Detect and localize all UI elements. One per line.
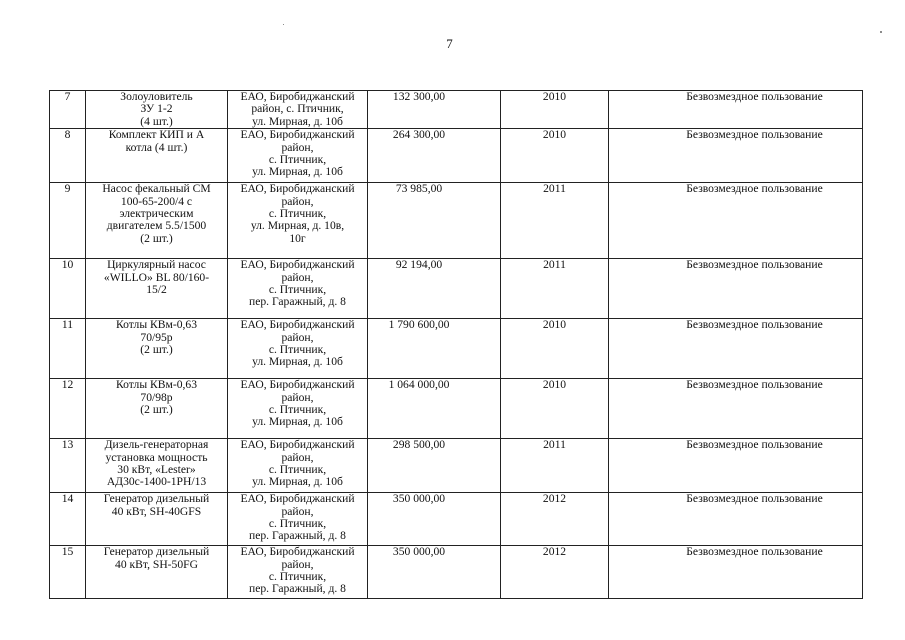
address-line: район,: [281, 194, 314, 208]
asset-address: [228, 91, 368, 129]
asset-right: Безвозмездное пользование: [609, 493, 863, 546]
asset-name: [86, 183, 228, 259]
asset-year: 2012: [501, 493, 609, 546]
asset-year: 2010: [501, 129, 609, 183]
table-row: [50, 259, 863, 319]
asset-year: 2010: [501, 91, 609, 129]
asset-right: Безвозмездное пользование: [609, 183, 863, 259]
asset-name-line: 40 кВт, SH-50FG: [115, 557, 198, 571]
address-line: ЕАО, Биробиджанский: [240, 182, 355, 196]
asset-name-line: Котлы КВм-0,63: [115, 378, 197, 392]
address-line: район,: [281, 330, 314, 344]
address-line: ул. Мирная, д. 10б: [252, 415, 343, 429]
address-line: ЕАО, Биробиджанский: [240, 545, 355, 559]
address-line: с. Птичник,: [268, 463, 327, 477]
asset-name: [86, 439, 228, 493]
asset-name-line: 100-65-200/4 с: [120, 194, 193, 208]
asset-right: Безвозмездное пользование: [609, 129, 863, 183]
address-line: ЕАО, Биробиджанский: [240, 318, 355, 332]
asset-name-line: АД30с-1400-1РН/13: [106, 475, 207, 489]
asset-cost: 1 790 600,00: [368, 319, 501, 379]
asset-name: [86, 546, 228, 599]
table-row: [50, 183, 863, 259]
address-line: пер. Гаражный, д. 8: [249, 582, 346, 596]
page-number: [0, 36, 905, 52]
row-number: 12: [50, 379, 86, 439]
address-line: ул. Мирная, д. 10в,: [250, 219, 345, 233]
asset-name-line: (2 шт.): [140, 403, 173, 417]
asset-address: [228, 319, 368, 379]
asset-name-line: 70/95р: [140, 330, 173, 344]
address-line: ул. Мирная, д. 10б: [252, 114, 343, 128]
asset-name: [86, 129, 228, 183]
asset-cost: 1 064 000,00: [368, 379, 501, 439]
table-row: [50, 319, 863, 379]
asset-name: [86, 379, 228, 439]
asset-name-line: двигателем 5.5/1500: [106, 219, 207, 233]
asset-cost: 132 300,00: [368, 91, 501, 129]
asset-table: [49, 90, 863, 599]
page-number-text: 7: [446, 36, 453, 51]
asset-name-line: Комплект КИП и А: [108, 128, 205, 142]
address-line: пер. Гаражный, д. 8: [249, 529, 346, 543]
asset-name: [86, 259, 228, 319]
address-line: с. Птичник,: [268, 283, 327, 297]
table-row: [50, 91, 863, 129]
asset-address: [228, 493, 368, 546]
asset-name-line: 40 кВт, SH-40GFS: [111, 504, 202, 518]
asset-cost: 350 000,00: [368, 546, 501, 599]
asset-address: [228, 259, 368, 319]
asset-name-line: «WILLO» BL 80/160-: [103, 270, 210, 284]
address-line: с. Птичник,: [268, 403, 327, 417]
address-line: пер. Гаражный, д. 8: [249, 295, 346, 309]
address-line: район,: [281, 557, 314, 571]
address-line: район,: [281, 504, 314, 518]
address-line: ул. Мирная, д. 10б: [252, 475, 343, 489]
address-line: ЕАО, Биробиджанский: [240, 438, 355, 452]
address-line: район, с. Птичник,: [251, 102, 344, 116]
asset-name-line: Генератор дизельный: [103, 545, 210, 559]
asset-cost: 92 194,00: [368, 259, 501, 319]
asset-address: [228, 546, 368, 599]
asset-address: [228, 439, 368, 493]
row-number: 8: [50, 129, 86, 183]
asset-right: Безвозмездное пользование: [609, 259, 863, 319]
address-line: ЕАО, Биробиджанский: [240, 258, 355, 272]
asset-name: [86, 319, 228, 379]
row-number: 7: [50, 91, 86, 129]
asset-year: 2012: [501, 546, 609, 599]
asset-address: [228, 183, 368, 259]
address-line: с. Птичник,: [268, 207, 327, 221]
address-line: с. Птичник,: [268, 517, 327, 531]
address-line: с. Птичник,: [268, 153, 327, 167]
row-number: 14: [50, 493, 86, 546]
asset-name-line: (2 шт.): [140, 343, 173, 357]
address-line: ул. Мирная, д. 10б: [252, 165, 343, 179]
table-row: [50, 546, 863, 599]
asset-name-line: (2 шт.): [140, 231, 173, 245]
address-line: с. Птичник,: [268, 570, 327, 584]
table-row: [50, 439, 863, 493]
scan-speck: [880, 31, 882, 33]
asset-name: [86, 91, 228, 129]
address-line: район,: [281, 270, 314, 284]
asset-name-line: ЗУ 1-2: [140, 102, 173, 116]
asset-year: 2010: [501, 379, 609, 439]
address-line: ул. Мирная, д. 10б: [252, 355, 343, 369]
row-number: 9: [50, 183, 86, 259]
asset-right: Безвозмездное пользование: [609, 439, 863, 493]
asset-name-line: Дизель-генераторная: [104, 438, 209, 452]
asset-year: 2011: [501, 183, 609, 259]
row-number: 13: [50, 439, 86, 493]
asset-name-line: электрическим: [119, 207, 194, 221]
asset-name-line: (4 шт.): [140, 114, 173, 128]
asset-name-line: 70/98р: [140, 390, 173, 404]
asset-address: [228, 379, 368, 439]
asset-name-line: Золоуловитель: [120, 90, 193, 103]
address-line: ЕАО, Биробиджанский: [240, 90, 355, 103]
asset-address: [228, 129, 368, 183]
address-line: ЕАО, Биробиджанский: [240, 492, 355, 506]
asset-name-line: 30 кВт, «Lester»: [117, 463, 196, 477]
asset-right: Безвозмездное пользование: [609, 319, 863, 379]
asset-name-line: котла (4 шт.): [125, 140, 188, 154]
address-line: 10г: [289, 231, 306, 245]
asset-cost: 264 300,00: [368, 129, 501, 183]
address-line: район,: [281, 140, 314, 154]
table-row: [50, 379, 863, 439]
asset-right: Безвозмездное пользование: [609, 546, 863, 599]
asset-cost: 350 000,00: [368, 493, 501, 546]
table-row: [50, 493, 863, 546]
address-line: район,: [281, 390, 314, 404]
asset-cost: 73 985,00: [368, 183, 501, 259]
asset-name-line: Циркулярный насос: [107, 258, 206, 272]
row-number: 11: [50, 319, 86, 379]
asset-right: Безвозмездное пользование: [609, 379, 863, 439]
address-line: район,: [281, 450, 314, 464]
row-number: 10: [50, 259, 86, 319]
asset-name-line: Генератор дизельный: [103, 492, 210, 506]
asset-name-line: 15/2: [146, 283, 167, 297]
scan-speck: [283, 24, 284, 25]
asset-cost: 298 500,00: [368, 439, 501, 493]
row-number: 15: [50, 546, 86, 599]
asset-name-line: Насос фекальный СМ: [102, 182, 211, 196]
asset-year: 2011: [501, 259, 609, 319]
asset-year: 2010: [501, 319, 609, 379]
asset-name-line: установка мощность: [105, 450, 208, 464]
asset-name: [86, 493, 228, 546]
asset-year: 2011: [501, 439, 609, 493]
asset-name-line: Котлы КВм-0,63: [115, 318, 197, 332]
asset-right: Безвозмездное пользование: [609, 91, 863, 129]
address-line: ЕАО, Биробиджанский: [240, 128, 355, 142]
table-row: [50, 129, 863, 183]
address-line: ЕАО, Биробиджанский: [240, 378, 355, 392]
address-line: с. Птичник,: [268, 343, 327, 357]
